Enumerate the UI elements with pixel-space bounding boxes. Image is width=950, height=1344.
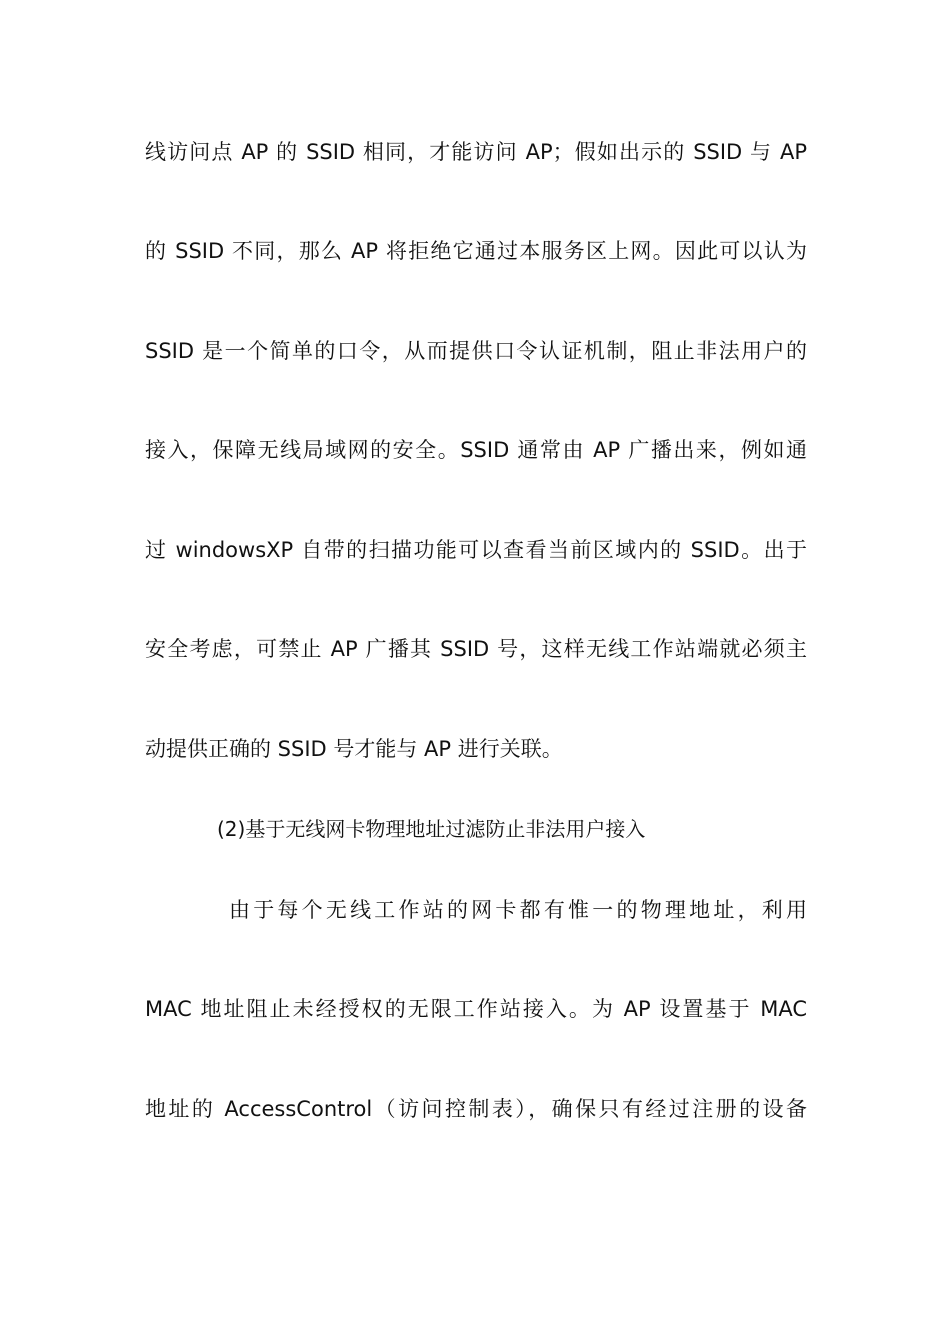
paragraph-line: SSID 是一个简单的口令，从而提供口令认证机制，阻止非法用户的: [145, 339, 807, 363]
section-heading: (2)基于无线网卡物理地址过滤防止非法用户接入: [217, 817, 646, 841]
paragraph-line: 安全考虑，可禁止 AP 广播其 SSID 号，这样无线工作站端就必须主: [145, 637, 807, 661]
paragraph-line: 接入，保障无线局域网的安全。SSID 通常由 AP 广播出来，例如通: [145, 438, 807, 462]
paragraph-line: 线访问点 AP 的 SSID 相同，才能访问 AP；假如出示的 SSID 与 AP: [145, 140, 807, 164]
paragraph-line: 地址的 AccessControl（访问控制表），确保只有经过注册的设备: [145, 1097, 807, 1121]
paragraph-line: MAC 地址阻止未经授权的无限工作站接入。为 AP 设置基于 MAC: [145, 997, 807, 1021]
paragraph-line: 动提供正确的 SSID 号才能与 AP 进行关联。: [145, 737, 563, 761]
paragraph-line: 的 SSID 不同，那么 AP 将拒绝它通过本服务区上网。因此可以认为: [145, 239, 807, 263]
paragraph-line: 过 windowsXP 自带的扫描功能可以查看当前区域内的 SSID。出于: [145, 538, 807, 562]
paragraph-line: 由于每个无线工作站的网卡都有惟一的物理地址，利用: [229, 898, 807, 922]
